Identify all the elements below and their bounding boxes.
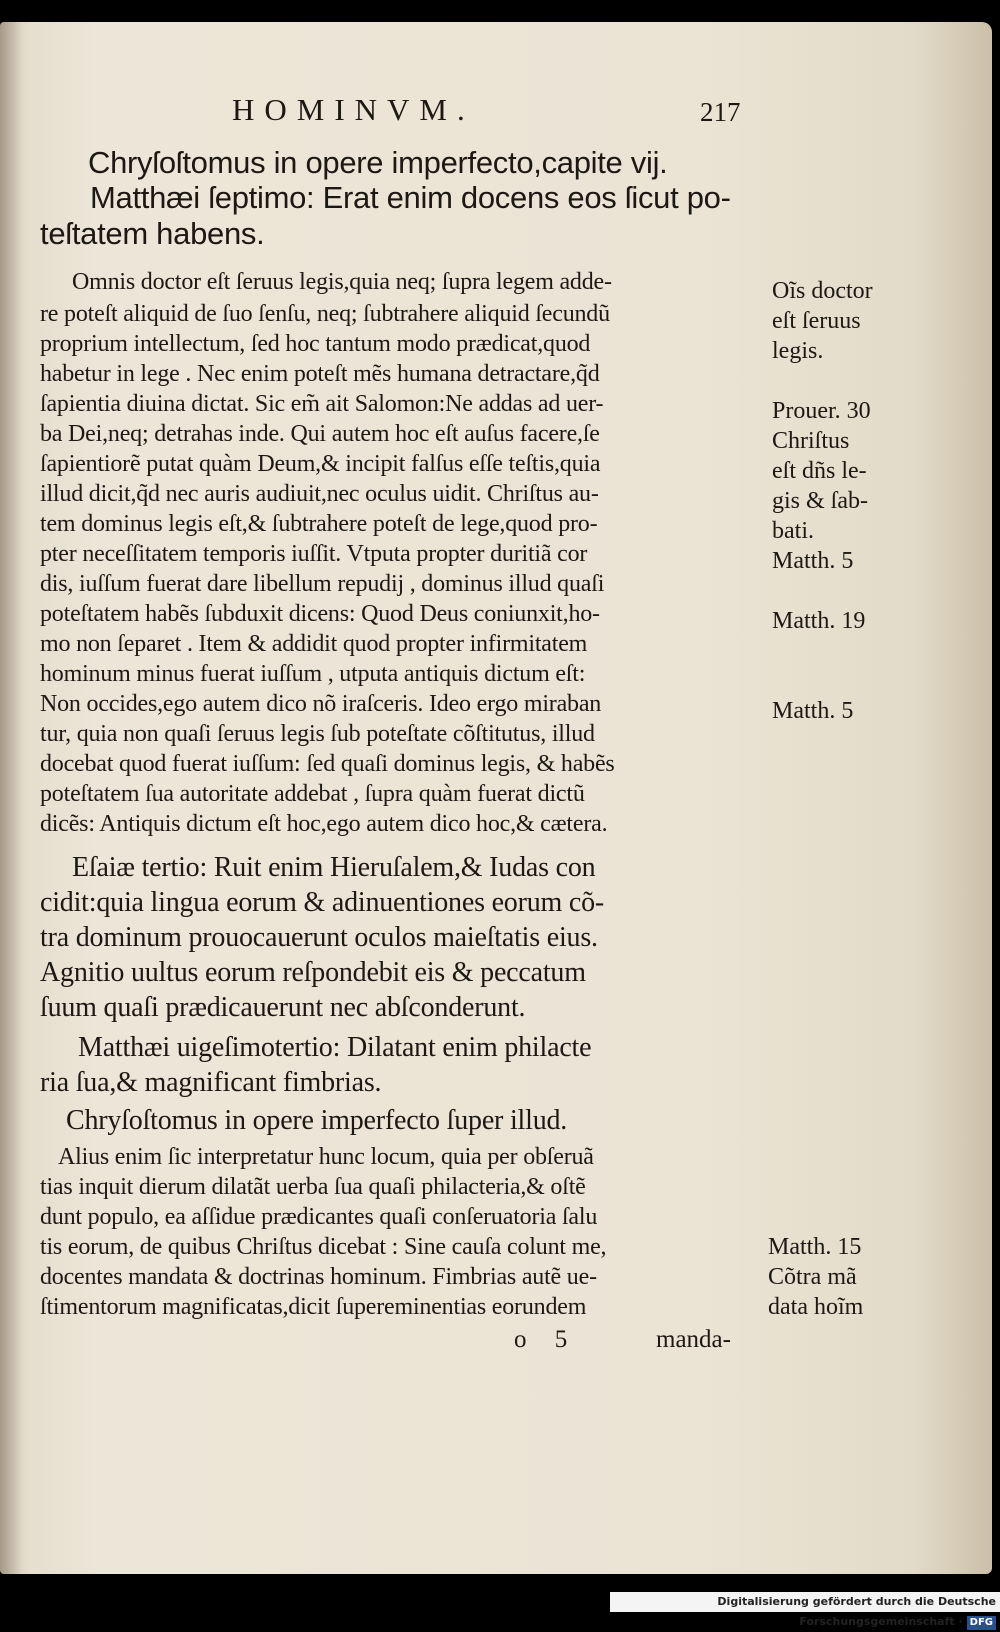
text-line: ba Dei,neq; detrahas inde. Qui autem hoc eſt auſus facere,ſe (40, 421, 600, 447)
text-line: dis, iuſſum fuerat dare libellum repudij , dominus illud quaſi (40, 571, 605, 597)
text-line: Chryſoſtomus in opere imperfecto,capite vij. (88, 145, 668, 180)
text-line: ſapientiorẽ putat quàm Deum,& incipit falſus eſſe teſtis,quia (40, 451, 601, 477)
text-line: habetur in lege . Nec enim poteſt mẽs humana detractare,q̃d (40, 361, 600, 387)
text-line: docentes mandata & doctrinas hominum. Fimbrias autẽ ue- (40, 1264, 597, 1290)
text-line: re poteſt aliquid de ſuo ſenſu, neq; ſubtrahere aliquid ſecundũ (40, 301, 610, 327)
text-line: dunt populo, ea aſſidue prædicantes quaſi conſeruatoria ſalu (40, 1204, 598, 1230)
text-line: poteſtatem ſua autoritate addebat , ſupra quàm fuerat dictũ (40, 781, 585, 807)
marginal-note: legis. (772, 338, 824, 364)
credit-text: Digitalisierung gefördert durch die Deutsche Forschungsgemeinschaft · (717, 1595, 996, 1628)
marginal-note: Matth. 5 (772, 548, 854, 574)
text-line: tis eorum, de quibus Chriſtus dicebat : Sine cauſa colunt me, (40, 1234, 607, 1260)
text-line: Alius enim ſic interpretatur hunc locum, quia per obſeruã (58, 1144, 594, 1170)
gutter-shadow (0, 22, 22, 1574)
text-line: Omnis doctor eſt ſeruus legis,quia neq; ſupra legem adde- (72, 269, 612, 295)
text-line: ſtimentorum magnificatas,dicit ſupereminentias eorundem (40, 1294, 587, 1320)
signature-mark: o 5 (514, 1326, 568, 1353)
text-line: tur, quia non quaſi ſeruus legis ſub poteſtate cõſtitutus, illud (40, 721, 595, 747)
text-line: proprium intellectum, ſed hoc tantum modo prædicat,quod (40, 331, 591, 357)
text-line: illud dicit,q̃d nec auris audiuit,nec oculus uidit. Chriſtus au- (40, 481, 599, 507)
text-line: pter neceſſitatem temporis iuſſit. Vtputa propter duritiã cor (40, 541, 588, 567)
marginal-note: eſt ſeruus (772, 308, 861, 334)
text-line: docebat quod fuerat iuſſum: ſed quaſi dominus legis, & habẽs (40, 751, 615, 777)
text-line: Agnitio uultus eorum reſpondebit eis & peccatum (40, 957, 586, 988)
marginal-note: eſt dñs le- (772, 458, 867, 484)
running-title: HOMINVM. (232, 92, 475, 127)
marginal-note: Oĩs doctor (772, 278, 873, 304)
text-line: tra dominum prouocauerunt oculos maieſtatis eius. (40, 922, 598, 953)
marginal-note: gis & ſab- (772, 488, 868, 514)
marginal-note: Prouer. 30 (772, 398, 871, 424)
text-line: Matthæi uigeſimotertio: Dilatant enim philacte (78, 1032, 592, 1063)
text-line: Matthæi ſeptimo: Erat enim docens eos ſicut po- (90, 180, 731, 215)
marginal-note: Matth. 19 (772, 608, 866, 634)
text-line: Chryſoſtomus in opere imperfecto ſuper illud. (66, 1105, 568, 1136)
marginal-note: Chriſtus (772, 428, 850, 454)
catchword: manda- (656, 1326, 731, 1353)
text-line: hominum minus fuerat iuſſum , utputa antiquis dictum eſt: (40, 661, 586, 687)
text-line: tem dominus legis eſt,& ſubtrahere poteſt de lege,quod pro- (40, 511, 598, 537)
marginal-note: Matth. 5 (772, 698, 854, 724)
text-line: ſapientia diuina dictat. Sic em̃ ait Salomon:Ne addas ad uer- (40, 391, 604, 417)
book-page (0, 22, 992, 1574)
text-line: teſtatem habens. (40, 216, 265, 251)
dfg-logo: DFG (967, 1616, 996, 1630)
digitization-credit (610, 1592, 1000, 1628)
text-line: ſuum quaſi prædicauerunt nec abſconderunt. (40, 992, 526, 1023)
text-line: Non occides,ego autem dico nõ iraſceris. Ideo ergo miraban (40, 691, 602, 717)
page-number: 217 (700, 97, 741, 127)
marginal-note: data hoĩm (768, 1294, 864, 1320)
marginal-note: bati. (772, 518, 814, 544)
text-line: ria ſua,& magnificant fimbrias. (40, 1067, 382, 1098)
marginal-note: Cõtra mã (768, 1264, 857, 1290)
text-line: dicẽs: Antiquis dictum eſt hoc,ego autem dico hoc,& cætera. (40, 811, 608, 837)
text-line: mo non ſeparet . Item & addidit quod propter infirmitatem (40, 631, 588, 657)
text-line: poteſtatem habẽs ſubduxit dicens: Quod Deus coniunxit,ho- (40, 601, 600, 627)
text-line: Eſaiæ tertio: Ruit enim Hieruſalem,& Iudas con (72, 852, 596, 883)
marginal-note: Matth. 15 (768, 1234, 862, 1260)
text-line: tias inquit dierum dilatãt uerba ſua quaſi philacteria,& oſtẽ (40, 1174, 586, 1200)
text-line: cidit:quia lingua eorum & adinuentiones eorum cõ- (40, 887, 605, 918)
